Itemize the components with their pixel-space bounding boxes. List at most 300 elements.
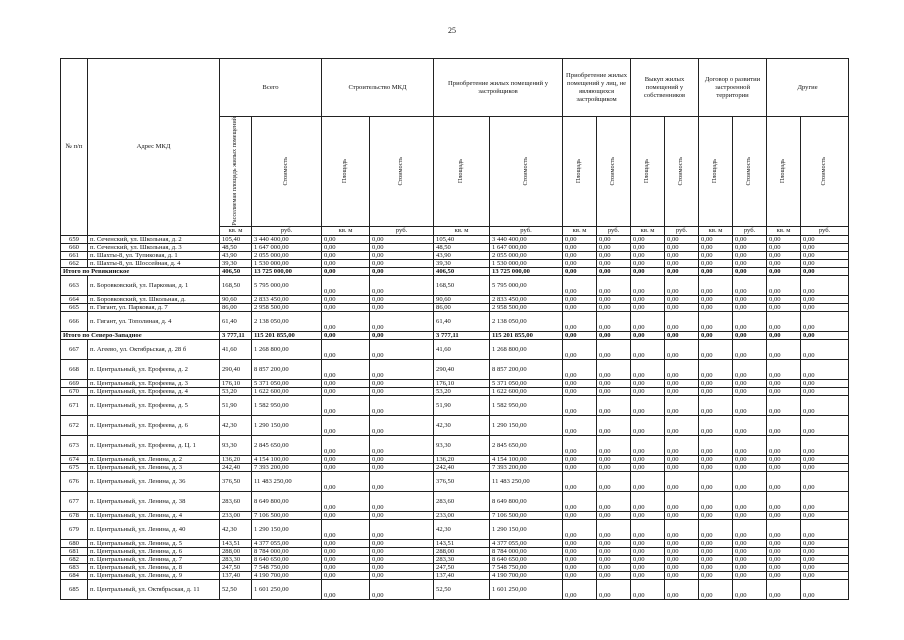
row-value: 61,40 — [220, 311, 252, 331]
row-value: 0,00 — [631, 491, 665, 511]
row-number: 679 — [61, 519, 88, 539]
row-address: п. Шахты-8, ул. Тупиковая, д. 1 — [88, 251, 220, 259]
row-value: 0,00 — [767, 295, 801, 303]
row-value: 13 725 000,00 — [490, 267, 563, 275]
row-value: 0,00 — [801, 379, 849, 387]
subheader-cost: Стоимость — [665, 117, 699, 227]
row-value: 0,00 — [767, 267, 801, 275]
row-value: 0,00 — [597, 275, 631, 295]
row-value: 0,00 — [370, 415, 434, 435]
row-value: 0,00 — [699, 463, 733, 471]
unit-cost: руб. — [665, 226, 699, 235]
subheader-cost: Стоимость — [490, 117, 563, 227]
row-value: 0,00 — [563, 547, 597, 555]
row-value: 0,00 — [597, 303, 631, 311]
row-value: 43,90 — [434, 251, 490, 259]
row-value: 3 777,11 — [220, 331, 252, 339]
row-value: 0,00 — [801, 435, 849, 455]
row-value: 0,00 — [563, 259, 597, 267]
row-value: 0,00 — [801, 339, 849, 359]
row-value: 0,00 — [322, 555, 370, 563]
row-value: 0,00 — [597, 547, 631, 555]
row-value: 1 622 600,00 — [252, 387, 322, 395]
row-value: 51,90 — [434, 395, 490, 415]
row-value: 0,00 — [801, 235, 849, 243]
row-value: 2 845 650,00 — [490, 435, 563, 455]
row-value: 0,00 — [699, 275, 733, 295]
row-value: 0,00 — [665, 579, 699, 599]
row-value: 7 548 750,00 — [252, 563, 322, 571]
row-value: 0,00 — [801, 311, 849, 331]
row-value: 0,00 — [370, 251, 434, 259]
row-address: п. Сеченский, ул. Школьная, д. 3 — [88, 243, 220, 251]
row-value: 0,00 — [563, 455, 597, 463]
row-value: 0,00 — [699, 435, 733, 455]
row-value: 2 055 000,00 — [252, 251, 322, 259]
unit-area: кв. м — [220, 226, 252, 235]
row-value: 0,00 — [370, 339, 434, 359]
row-value: 0,00 — [767, 235, 801, 243]
row-value: 0,00 — [699, 395, 733, 415]
row-value: 42,30 — [434, 415, 490, 435]
row-value: 0,00 — [370, 395, 434, 415]
row-value: 86,00 — [220, 303, 252, 311]
table-row — [61, 243, 849, 251]
row-value: 0,00 — [733, 275, 767, 295]
row-value: 52,50 — [220, 579, 252, 599]
row-value: 0,00 — [801, 267, 849, 275]
group-header-construction: Строительство МКД — [322, 59, 434, 117]
row-value: 0,00 — [370, 303, 434, 311]
row-value: 0,00 — [665, 539, 699, 547]
row-value: 0,00 — [563, 275, 597, 295]
unit-area: кв. м — [699, 226, 733, 235]
row-value: 0,00 — [733, 511, 767, 519]
row-value: 0,00 — [767, 539, 801, 547]
row-value: 283,60 — [434, 491, 490, 511]
row-value: 1 582 950,00 — [252, 395, 322, 415]
row-value: 43,90 — [220, 251, 252, 259]
row-value: 0,00 — [699, 235, 733, 243]
row-value: 0,00 — [699, 243, 733, 251]
subtotal-row — [61, 267, 849, 275]
unit-area: кв. м — [631, 226, 665, 235]
row-value: 5 795 000,00 — [490, 275, 563, 295]
row-address: п. Центральный, ул. Ерофеева, д. 4 — [88, 387, 220, 395]
row-number: 668 — [61, 359, 88, 379]
subheader-cost: Стоимость — [733, 117, 767, 227]
row-value: 4 377 055,00 — [252, 539, 322, 547]
table-row — [61, 303, 849, 311]
table-row — [61, 571, 849, 579]
row-value: 0,00 — [767, 251, 801, 259]
row-value: 0,00 — [665, 511, 699, 519]
row-value: 0,00 — [767, 511, 801, 519]
row-value: 376,50 — [434, 471, 490, 491]
row-value: 0,00 — [699, 359, 733, 379]
row-value: 0,00 — [801, 303, 849, 311]
row-address: п. Центральный, ул. Ленина, д. 6 — [88, 547, 220, 555]
subheader-cost: Стоимость — [597, 117, 631, 227]
row-value: 0,00 — [597, 235, 631, 243]
row-number: 666 — [61, 311, 88, 331]
row-value: 0,00 — [801, 463, 849, 471]
row-value: 0,00 — [699, 259, 733, 267]
table-row — [61, 251, 849, 259]
row-value: 0,00 — [370, 511, 434, 519]
row-value: 5 371 050,00 — [490, 379, 563, 387]
row-value: 7 106 500,00 — [252, 511, 322, 519]
row-value: 0,00 — [597, 243, 631, 251]
row-value: 0,00 — [767, 555, 801, 563]
row-value: 0,00 — [733, 395, 767, 415]
row-number: 665 — [61, 303, 88, 311]
row-value: 0,00 — [767, 331, 801, 339]
row-value: 0,00 — [699, 555, 733, 563]
row-value: 0,00 — [322, 463, 370, 471]
row-value: 136,20 — [220, 455, 252, 463]
row-value: 0,00 — [631, 471, 665, 491]
row-value: 0,00 — [631, 303, 665, 311]
row-value: 0,00 — [631, 571, 665, 579]
row-value: 0,00 — [665, 235, 699, 243]
unit-area: кв. м — [322, 226, 370, 235]
row-value: 0,00 — [370, 259, 434, 267]
row-value: 0,00 — [733, 379, 767, 387]
table-row — [61, 379, 849, 387]
row-value: 0,00 — [665, 435, 699, 455]
row-value: 0,00 — [563, 539, 597, 547]
row-value: 0,00 — [699, 379, 733, 387]
subheader-area: Площадь — [563, 117, 597, 227]
row-value: 0,00 — [631, 519, 665, 539]
row-value: 0,00 — [597, 387, 631, 395]
row-value: 0,00 — [699, 331, 733, 339]
row-value: 0,00 — [665, 463, 699, 471]
unit-cost: руб. — [733, 226, 767, 235]
row-value: 0,00 — [631, 331, 665, 339]
row-value: 0,00 — [665, 275, 699, 295]
row-value: 0,00 — [801, 395, 849, 415]
row-value: 41,60 — [220, 339, 252, 359]
row-value: 7 548 750,00 — [490, 563, 563, 571]
unit-cost: руб. — [597, 226, 631, 235]
row-value: 0,00 — [665, 379, 699, 387]
subheader-cost: Стоимость — [252, 117, 322, 227]
table-row — [61, 395, 849, 415]
row-value: 51,90 — [220, 395, 252, 415]
row-value: 0,00 — [370, 295, 434, 303]
row-value: 0,00 — [767, 395, 801, 415]
row-value: 0,00 — [801, 259, 849, 267]
row-value: 2 833 450,00 — [490, 295, 563, 303]
subheader-area: Площадь — [699, 117, 733, 227]
row-value: 53,20 — [220, 387, 252, 395]
row-value: 0,00 — [563, 511, 597, 519]
row-number: 659 — [61, 235, 88, 243]
row-value: 4 154 100,00 — [252, 455, 322, 463]
row-value: 0,00 — [733, 571, 767, 579]
row-value: 0,00 — [801, 415, 849, 435]
row-value: 0,00 — [631, 463, 665, 471]
table-row — [61, 555, 849, 563]
row-value: 0,00 — [370, 539, 434, 547]
row-value: 0,00 — [699, 511, 733, 519]
row-value: 0,00 — [801, 359, 849, 379]
row-value: 0,00 — [631, 259, 665, 267]
row-value: 0,00 — [563, 563, 597, 571]
row-value: 0,00 — [322, 387, 370, 395]
row-value: 42,30 — [220, 519, 252, 539]
row-value: 283,60 — [220, 491, 252, 511]
row-value: 0,00 — [597, 259, 631, 267]
row-value: 0,00 — [370, 359, 434, 379]
row-value: 0,00 — [733, 235, 767, 243]
row-value: 0,00 — [767, 571, 801, 579]
row-value: 0,00 — [631, 251, 665, 259]
row-value: 233,00 — [434, 511, 490, 519]
row-value: 0,00 — [322, 295, 370, 303]
row-value: 0,00 — [767, 359, 801, 379]
row-value: 0,00 — [597, 267, 631, 275]
row-address: п. Центральный, ул. Ленина, д. 36 — [88, 471, 220, 491]
row-value: 0,00 — [665, 571, 699, 579]
table-row — [61, 547, 849, 555]
row-value: 7 106 500,00 — [490, 511, 563, 519]
row-value: 0,00 — [631, 415, 665, 435]
row-number: 673 — [61, 435, 88, 455]
row-value: 0,00 — [733, 387, 767, 395]
row-value: 0,00 — [370, 455, 434, 463]
row-value: 0,00 — [801, 579, 849, 599]
row-number: 677 — [61, 491, 88, 511]
row-address: п. Центральный, ул. Ленина, д. 9 — [88, 571, 220, 579]
subheader-area: Площадь — [631, 117, 665, 227]
row-value: 0,00 — [665, 471, 699, 491]
row-value: 0,00 — [665, 267, 699, 275]
row-value: 137,40 — [434, 571, 490, 579]
col-num-header: № п/п — [61, 59, 88, 236]
row-value: 2 833 450,00 — [252, 295, 322, 303]
row-value: 0,00 — [597, 435, 631, 455]
row-number: 661 — [61, 251, 88, 259]
row-value: 0,00 — [322, 235, 370, 243]
row-value: 0,00 — [563, 519, 597, 539]
row-value: 0,00 — [597, 295, 631, 303]
row-value: 0,00 — [563, 359, 597, 379]
row-address: п. Центральный, ул. Ленина, д. 3 — [88, 463, 220, 471]
row-value: 8 640 650,00 — [490, 555, 563, 563]
row-value: 0,00 — [370, 235, 434, 243]
row-value: 0,00 — [322, 519, 370, 539]
row-value: 0,00 — [733, 311, 767, 331]
row-value: 0,00 — [322, 491, 370, 511]
row-value: 176,10 — [434, 379, 490, 387]
row-value: 0,00 — [631, 275, 665, 295]
row-value: 48,50 — [220, 243, 252, 251]
group-header-buyout: Выкуп жилых помещений у собственников — [631, 59, 699, 117]
resettlement-table — [60, 58, 849, 600]
row-value: 0,00 — [733, 539, 767, 547]
row-value: 0,00 — [733, 295, 767, 303]
row-value: 0,00 — [699, 387, 733, 395]
row-value: 0,00 — [597, 251, 631, 259]
row-value: 0,00 — [322, 267, 370, 275]
row-value: 0,00 — [631, 455, 665, 463]
row-value: 1 601 250,00 — [252, 579, 322, 599]
row-value: 0,00 — [563, 491, 597, 511]
row-value: 0,00 — [563, 311, 597, 331]
row-value: 0,00 — [322, 571, 370, 579]
row-value: 168,50 — [220, 275, 252, 295]
row-address: п. Боровковский, ул. Школьная, д. — [88, 295, 220, 303]
row-value: 0,00 — [631, 563, 665, 571]
unit-area: кв. м — [767, 226, 801, 235]
row-value: 0,00 — [733, 303, 767, 311]
unit-cost: руб. — [370, 226, 434, 235]
row-value: 0,00 — [733, 339, 767, 359]
row-value: 0,00 — [733, 243, 767, 251]
row-value: 7 393 200,00 — [490, 463, 563, 471]
row-value: 0,00 — [665, 387, 699, 395]
row-value: 0,00 — [322, 471, 370, 491]
row-value: 0,00 — [597, 395, 631, 415]
row-value: 0,00 — [801, 243, 849, 251]
row-address: п. Центральный, ул. Октябрьская, д. 11 — [88, 579, 220, 599]
row-value: 0,00 — [767, 455, 801, 463]
row-value: 0,00 — [801, 491, 849, 511]
row-value: 0,00 — [665, 563, 699, 571]
row-address: п. Центральный, ул. Ерофеева, д. 3 — [88, 379, 220, 387]
row-value: 0,00 — [631, 539, 665, 547]
group-header-development-contract: Договор о развитии застроенной территории — [699, 59, 767, 117]
row-address: п. Сеченский, ул. Школьная, д. 2 — [88, 235, 220, 243]
row-value: 0,00 — [370, 243, 434, 251]
row-number: 663 — [61, 275, 88, 295]
row-value: 0,00 — [370, 491, 434, 511]
row-value: 1 530 000,00 — [252, 259, 322, 267]
row-value: 93,30 — [434, 435, 490, 455]
row-value: 39,30 — [434, 259, 490, 267]
row-value: 0,00 — [699, 339, 733, 359]
row-value: 0,00 — [563, 435, 597, 455]
row-value: 0,00 — [597, 359, 631, 379]
row-value: 0,00 — [563, 387, 597, 395]
row-value: 0,00 — [665, 311, 699, 331]
row-value: 0,00 — [665, 395, 699, 415]
row-address: п. Центральный, ул. Ерофеева, д. 5 — [88, 395, 220, 415]
row-address: п. Агеево, ул. Октябрьская, д. 28 б — [88, 339, 220, 359]
row-value: 0,00 — [665, 259, 699, 267]
row-value: 288,00 — [434, 547, 490, 555]
row-value: 8 640 650,00 — [252, 555, 322, 563]
row-value: 0,00 — [733, 267, 767, 275]
row-value: 0,00 — [767, 379, 801, 387]
row-value: 137,40 — [220, 571, 252, 579]
row-value: 1 601 250,00 — [490, 579, 563, 599]
table-row — [61, 387, 849, 395]
row-address: п. Боровковский, ул. Парковая, д. 1 — [88, 275, 220, 295]
row-value: 1 622 600,00 — [490, 387, 563, 395]
row-value: 0,00 — [370, 563, 434, 571]
row-value: 143,51 — [434, 539, 490, 547]
row-value: 0,00 — [322, 359, 370, 379]
row-number: 685 — [61, 579, 88, 599]
row-value: 0,00 — [801, 251, 849, 259]
table-row — [61, 511, 849, 519]
row-value: 0,00 — [370, 311, 434, 331]
row-value: 0,00 — [322, 455, 370, 463]
row-value: 0,00 — [801, 511, 849, 519]
row-address: п. Центральный, ул. Ерофеева, д. Ц. 1 — [88, 435, 220, 455]
row-value: 0,00 — [322, 303, 370, 311]
row-value: 290,40 — [434, 359, 490, 379]
row-value: 2 958 500,00 — [490, 303, 563, 311]
row-value: 1 268 800,00 — [490, 339, 563, 359]
row-value: 0,00 — [699, 547, 733, 555]
row-value: 11 483 250,00 — [490, 471, 563, 491]
row-value: 42,30 — [434, 519, 490, 539]
subheader-cost: Стоимость — [801, 117, 849, 227]
row-value: 0,00 — [563, 555, 597, 563]
row-value: 1 582 950,00 — [490, 395, 563, 415]
subheader-area: Площадь — [767, 117, 801, 227]
row-value: 0,00 — [563, 267, 597, 275]
row-value: 0,00 — [699, 471, 733, 491]
row-value: 0,00 — [631, 395, 665, 415]
row-number: 675 — [61, 463, 88, 471]
row-value: 0,00 — [665, 243, 699, 251]
row-number: 680 — [61, 539, 88, 547]
group-header-other: Другие — [767, 59, 849, 117]
row-value: 0,00 — [597, 579, 631, 599]
row-value: 0,00 — [631, 339, 665, 359]
row-value: 0,00 — [631, 295, 665, 303]
row-value: 0,00 — [665, 303, 699, 311]
row-value: 0,00 — [631, 511, 665, 519]
row-number: 682 — [61, 555, 88, 563]
row-value: 0,00 — [631, 579, 665, 599]
unit-cost: руб. — [252, 226, 322, 235]
row-value: 0,00 — [801, 295, 849, 303]
row-value: 1 530 000,00 — [490, 259, 563, 267]
subheader-area: Площадь — [434, 117, 490, 227]
row-value: 0,00 — [665, 359, 699, 379]
row-value: 61,40 — [434, 311, 490, 331]
row-value: 247,50 — [434, 563, 490, 571]
row-number: 678 — [61, 511, 88, 519]
row-value: 0,00 — [322, 275, 370, 295]
row-address: п. Центральный, ул. Ленина, д. 8 — [88, 563, 220, 571]
table-row — [61, 471, 849, 491]
row-value: 0,00 — [322, 563, 370, 571]
row-value: 0,00 — [801, 571, 849, 579]
unit-cost: руб. — [490, 226, 563, 235]
row-value: 0,00 — [563, 571, 597, 579]
row-value: 105,40 — [220, 235, 252, 243]
row-value: 0,00 — [631, 435, 665, 455]
row-number: 669 — [61, 379, 88, 387]
row-address: п. Центральный, ул. Ерофеева, д. 6 — [88, 415, 220, 435]
row-value: 4 190 700,00 — [252, 571, 322, 579]
row-value: 0,00 — [733, 579, 767, 599]
row-value: 0,00 — [631, 547, 665, 555]
row-value: 0,00 — [563, 463, 597, 471]
row-value: 0,00 — [699, 303, 733, 311]
row-address: п. Центральный, ул. Ленина, д. 2 — [88, 455, 220, 463]
row-value: 0,00 — [767, 491, 801, 511]
page-number: 25 — [448, 26, 456, 35]
